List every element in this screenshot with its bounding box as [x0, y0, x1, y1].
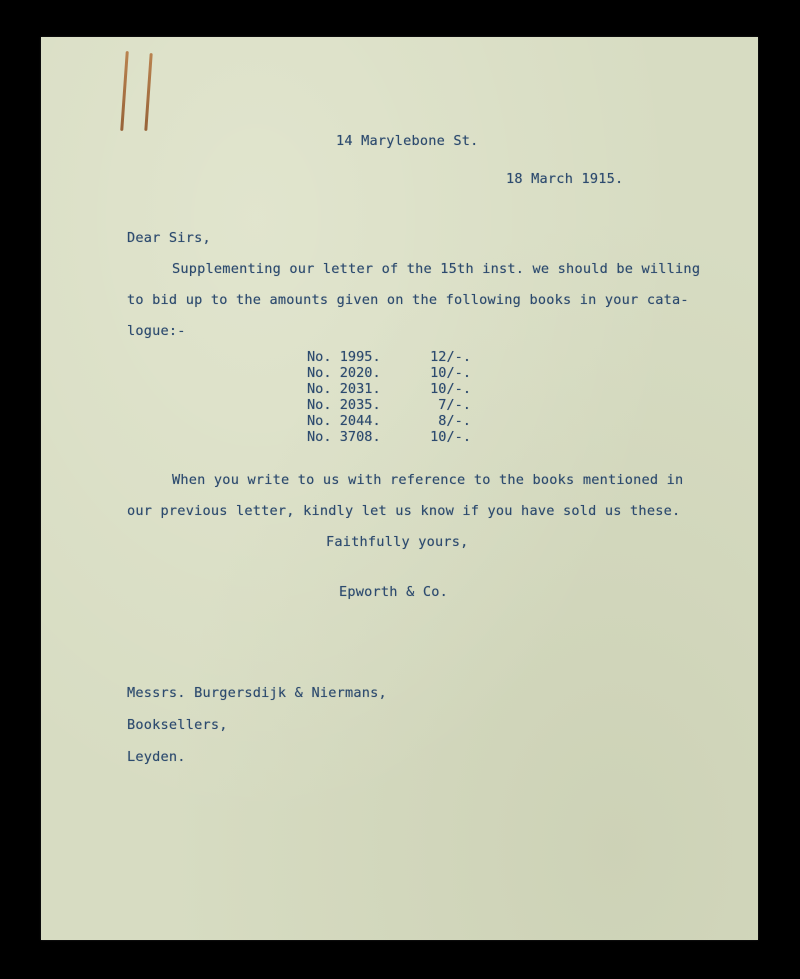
- body-line: logue:-: [127, 323, 186, 339]
- signature: Epworth & Co.: [339, 584, 448, 600]
- letter-page: [41, 37, 758, 940]
- book-row: [307, 413, 471, 429]
- book-price: 8/-.: [438, 413, 471, 429]
- book-number: No. 1995.: [307, 349, 381, 365]
- salutation: Dear Sirs,: [127, 230, 211, 246]
- rust-stain: [120, 51, 129, 131]
- book-price: 10/-.: [430, 365, 471, 381]
- closing-line: our previous letter, kindly let us know if you have sold us these.: [127, 503, 681, 519]
- book-number: No. 2044.: [307, 413, 381, 429]
- book-price: 10/-.: [430, 381, 471, 397]
- body-line: to bid up to the amounts given on the following books in your cata-: [127, 292, 689, 308]
- recipient-line: Messrs. Burgersdijk & Niermans,: [127, 685, 387, 701]
- book-price: 12/-.: [430, 349, 471, 365]
- book-list: [307, 349, 471, 445]
- body-line: Supplementing our letter of the 15th inst. we should be willing: [172, 261, 701, 277]
- book-number: No. 3708.: [307, 429, 381, 445]
- sender-address: 14 Marylebone St.: [336, 133, 479, 149]
- recipient-line: Booksellers,: [127, 717, 228, 733]
- valediction: Faithfully yours,: [326, 534, 469, 550]
- book-number: No. 2031.: [307, 381, 381, 397]
- closing-line: When you write to us with reference to the books mentioned in: [172, 472, 684, 488]
- book-price: 7/-.: [438, 397, 471, 413]
- book-row: [307, 365, 471, 381]
- book-row: [307, 429, 471, 445]
- book-row: [307, 397, 471, 413]
- book-price: 10/-.: [430, 429, 471, 445]
- rust-stain: [144, 53, 152, 131]
- recipient-line: Leyden.: [127, 749, 186, 765]
- book-number: No. 2035.: [307, 397, 381, 413]
- book-number: No. 2020.: [307, 365, 381, 381]
- book-row: [307, 381, 471, 397]
- book-row: [307, 349, 471, 365]
- letter-date: 18 March 1915.: [506, 171, 624, 187]
